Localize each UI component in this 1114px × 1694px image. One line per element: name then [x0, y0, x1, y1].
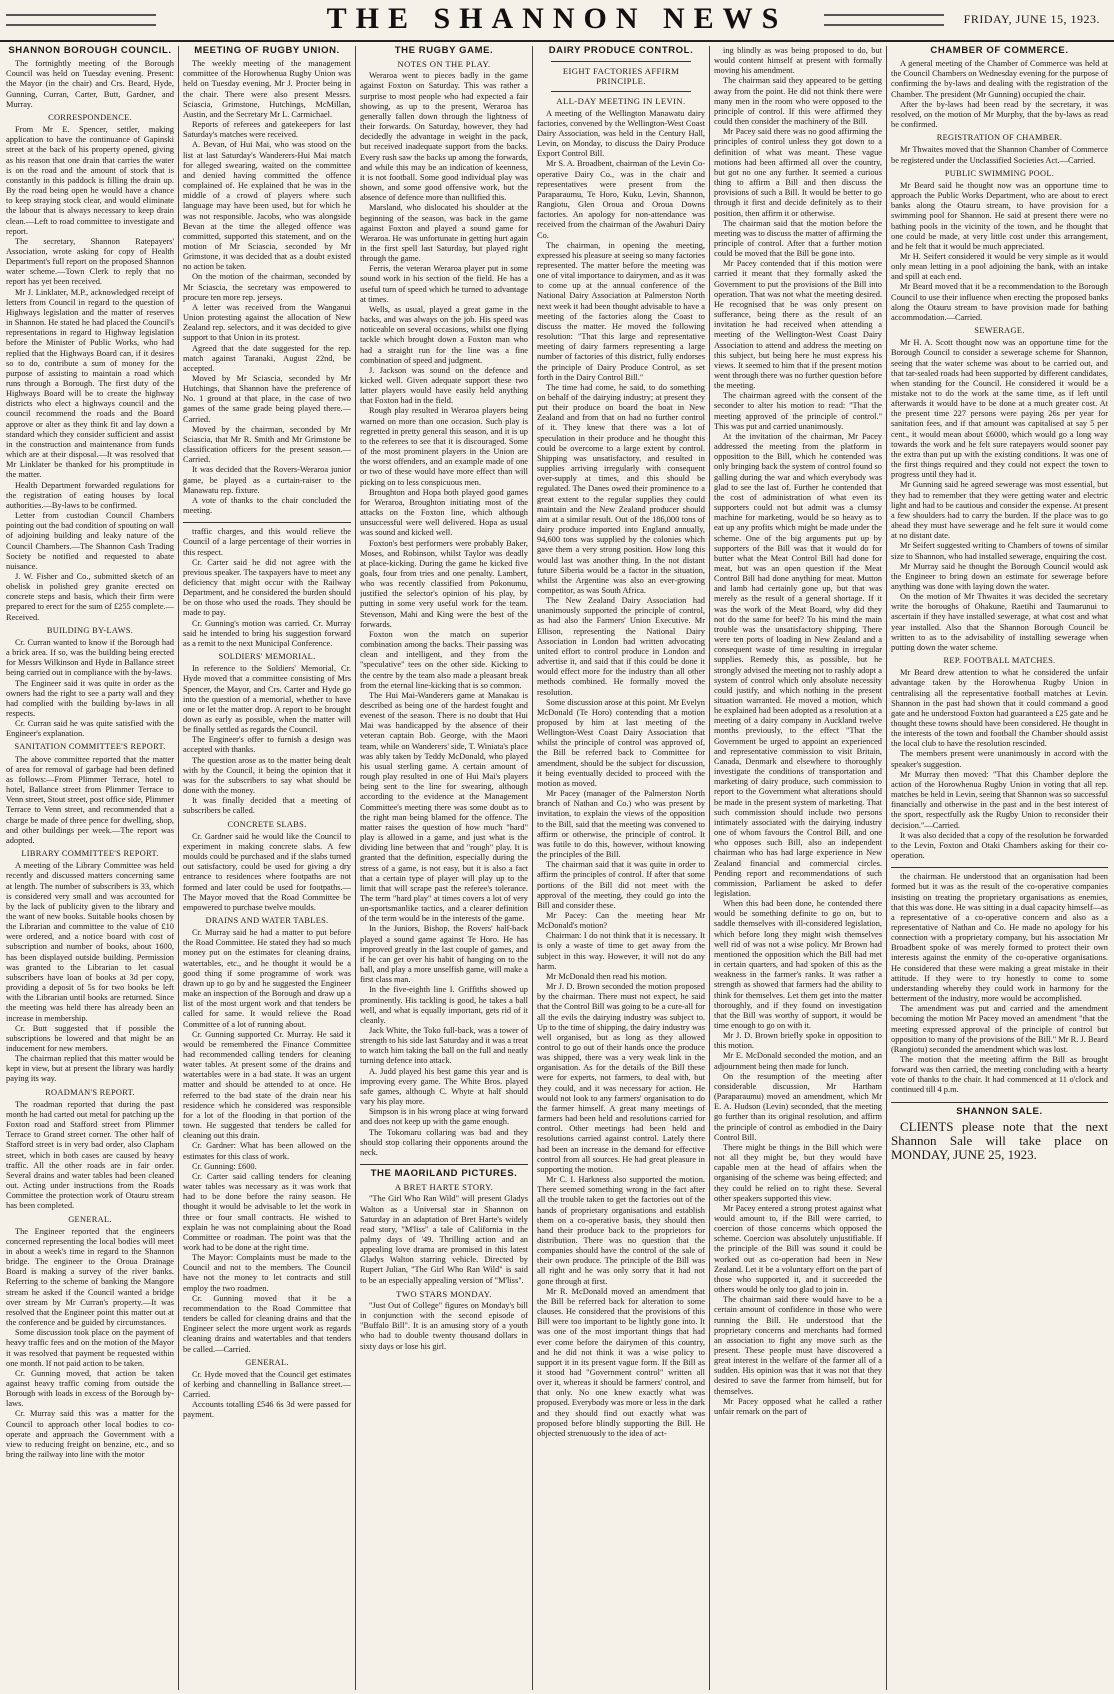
paragraph: J. W. Fisher and Co., submitted sketch of an obelisk in polished grey granite erected on concrete steps and basis, which their firm were prepared to erect for the sum of £255 complete.—Received.	[6, 571, 174, 622]
column-5	[714, 46, 882, 1690]
paragraph: The Mayor: Complaints must be made to the Council and not to the members. The Council have not the money to let contracts and still employ the two roadmen.	[183, 1253, 351, 1293]
paragraph: On the motion of the chairman, seconded by Mr Sciascia, the secretary was empowered to procure ten more rep. jerseys.	[183, 272, 351, 302]
subheading: A BRET HARTE STORY.	[394, 1182, 494, 1193]
article-separator	[891, 867, 1108, 868]
paragraph: It was decided that the Rovers-Weraroa junior game, be played as a curtain-raiser to the Manawatu rep. fixture.	[183, 465, 351, 495]
paragraph: In the Juniors, Bishop, the Rovers' half-back played a sound game against Te Horo. He has improved greatly in the last couple of games, and if he can get over his habit of hanging on to the ball, and play a more unselfish game, will make a first class man.	[360, 924, 528, 985]
paragraph: Marsland, who dislocated his shoulder at the beginning of the season, was back in the game against Foxton and played a sound game for Weraroa. He was unfortunate in getting hurt again in the first spell last Saturday, but played right through the game.	[360, 203, 528, 264]
paragraph: ing blindly as was being proposed to do, but would content himself at present with formally moving his amendment.	[714, 46, 882, 76]
paragraph: Foxton's best performers were probably Baker, Moses, and Robinson, whilst Taylor was deadly at place-kicking. During the game he kicked five goals, four from tries and one penalty. Lambert, who was recently classified from Pokonumu, justified the selector's opinion of his play, by putting in some very useful work for the team. Stevenson, Mahi and King were the best of the forwards.	[360, 538, 528, 629]
paragraph: The Engineer said it was quite in order as the owners had the right to see a party wall and they had complied with the building by-laws in all respects.	[6, 678, 174, 718]
article-heading-dairy-produce: DAIRY PRODUCE CONTROL.	[548, 46, 694, 56]
article-heading-borough-council: SHANNON BOROUGH COUNCIL.	[8, 46, 172, 56]
paragraph: It was also decided that a copy of the resolution be forwarded to the Levin, Foxton and Otaki Chambers asking for their co-operation.	[891, 830, 1108, 861]
paragraph: The chairman agreed with the consent of the seconder to alter his motion to read: "That the meeting approved of the principle of control." This was put and carried unanimously.	[714, 391, 882, 431]
subheading: CORRESPONDENCE.	[48, 112, 132, 122]
column-1	[6, 46, 174, 1690]
paragraph: Mr Pacey (manager of the Palmerston North branch of Nathan and Co.) who was present by invitation, to explain the views of the opposition to the Bill, said that the meeting was convened to affirm or otherwise, the principle of control. It was futile to do this, however, without knowing the principles of the Bill.	[537, 789, 705, 860]
paragraph: Mr Beard drew attention to what he considered the unfair advantage taken by the Horowhenua Rugby Union in centralising all the representative football matches at Levin. Shannon in the past had shown that it could command a good gate and he understood Foxton had guaranteed a £25 gate and he thought these towns should have been considered. He thought in the interests of the town and football the Chamber should assist the local club to have the resolution rescinded.	[891, 668, 1108, 749]
paragraph: In the five-eighth line I. Griffiths showed up prominently. His tackling is good, he takes a ball well, and what is equally important, gets rid of it cleanly.	[360, 985, 528, 1025]
paragraph: The roadman reported that during the past month he had carted out metal for patching up the Foxton road and Stafford street from Plimmer Terrace to Grand street corner. The other half of Stafford street is in very bad order, also Clapham street, which in both cases are caused by heavy traffic. All the other roads are in fair order. Several drains and water tables had been cleaned out. Acting under instructions from the Roads Committee the protection work of Otauru stream has been completed.	[6, 1099, 174, 1211]
paragraph: The time had come, he said, to do something on behalf of the dairying industry; at present they put their produce on board the boat in New Zealand and from that on had no further control of it. They knew that there was a lot of speculation in their produce and he thought this could be overcome to a large extent by control. Shipping was unsatisfactory, and resulted in supplies arriving irregularly with consequent over-supply at times, and this should be regulated. The Danes owed their prominence to a great extent to the regular supplies they could maintain and the New Zealand producer should aim at a similar result. Out of the 186,000 tons of dairy produce imported into England annually, 94,600 tons was supplied by the colonies which gave them a very strong position. How long this would last was another thing. In the not distant future Siberia would be a factor in the situation, whilst the Argentine was also an ever-growing competitor, as was South Africa.	[537, 382, 705, 595]
subheading: DRAINS AND WATER TABLES.	[205, 915, 329, 925]
paragraph: Cr. Gardner said he would like the Council to experiment in making concrete slabs. A few moulds could be purchased and if the slabs turned out satisfactory, could be used for giving a dry entrance to residences where footpaths are not formed and later could be used for footpaths.—The Mayor moved that the Road Committee be empowered to purchase twelve moulds.	[183, 831, 351, 912]
subheading: GENERAL.	[245, 1357, 289, 1367]
paragraph: Mr Pacey opposed what he called a rather unfair remark on the part of	[714, 1396, 882, 1416]
paragraph: Mr Beard moved that it be a recommendation to the Borough Council to use their influence when erecting the proposed banks along the Otauru stream to have provision made for bathing accommodation.—Carried.	[891, 282, 1108, 322]
paragraph: Weraroa went to pieces badly in the game against Foxton on Saturday. This was rather a surprise to most people who had expected a fair showing, as up to the present, Weraroa has generally fallen down through the lightness of their forwards. On Saturday, however, they had decidedly the advantage in weight in the pack, but received inadequate support from the backs. Every rush saw the backs up among the forwards, and while this may be an indication of keenness, it is not football. Some good individual play was shown, and some good offensive work, but the absence of defence more than nullified this.	[360, 71, 528, 203]
paragraph: Broughton and Hopa both played good games for Weraroa, Broughton initiating most of the attacks on the Foxton line, which although unsuccessful were well delivered. Hopa as usual was sound and kicked well.	[360, 487, 528, 538]
paragraph: Mr Beard said he thought now was an opportune time to approach the Public Works Department, who are about to erect banks along the Otauru stream, to have provision for a swimming pool for Shannon. He said at present there were no bathing pools in the vicinity of the town, and he thought that one could be made, at very little cost under this arrangement, and he felt that it would be much appreciated.	[891, 180, 1108, 251]
article-heading-rugby-game: THE RUGBY GAME.	[394, 46, 494, 56]
subheading: ALL-DAY MEETING IN LEVIN.	[556, 96, 686, 107]
paragraph: There might be things in the Bill which were not all they might be, but they would have capable men at the head of affairs when the organising of the scheme was being effected; and they could be relied on to right these. Several other speakers supported this view.	[714, 1142, 882, 1203]
paragraph: The chairman said there would have to be a certain amount of confidence in those who were running the Bill. He understood that the proprietary concerns and merchants had formed an association to fight any move such as the present. These people must have discovered a great interest in the welfare of the farmer all of a sudden. His opinion was that it was not that they desired to save the farmer from himself, but for themselves.	[714, 1295, 882, 1396]
paragraph: Cr. Hyde moved that the Council get estimates of kerbing and channelling in Ballance street.—Carried.	[183, 1369, 351, 1400]
paragraph: Some discussion arose at this point. Mr Evelyn McDonald (Te Horo) contending that a motion proposed by him at last meeting of the Wellington-West Coast Dairy Association that whilst the principle of control was approved of, the Bill be referred back to Committee for amendment, should be the subject for discussion, it being eventually decided to proceed with the motion as moved.	[537, 697, 705, 788]
paragraph: Mr Pacey: Can the meeting hear Mr McDonald's motion?	[537, 910, 705, 931]
subheading: LIBRARY COMMITTEE'S REPORT.	[21, 849, 159, 859]
paragraph: The weekly meeting of the management committee of the Horowhenua Rugby Union was held on Tuesday evening, Mr J. Procter being in the chair. There were also present Messrs. Sciascia, Grimstone, Hutchings, McMillan, Austin, and the Secretary Mr L. Carmichael.	[183, 59, 351, 119]
paragraph: "Just Out of College" figures on Monday's bill in conjunction with the second episode of "Buffalo Bill". It is an amusing story of a youth who had to double twenty thousand dollars in sixty days or lose his girl.	[360, 1300, 528, 1351]
paragraph: When this had been done, he contended there would be something definite to go on, but to saddle themselves with ill-considered legislation, which before long they might wish themselves well rid of was not a wise policy. Mr Brown had mentioned the opposition which the Bill had met in certain quarters, and had spoken of this as the weakness in the farmer's ranks. It was rather a strength as showed that farmers had the ability to think for themselves. Let them get into the matter thoroughly, and if they found on investigation that the Bill was worthy of support, it would be time enough to go on with it.	[714, 899, 882, 1030]
subheading: EIGHT FACTORIES AFFIRM PRINCIPLE.	[562, 66, 680, 87]
masthead	[0, 0, 1114, 42]
column-rule	[709, 46, 710, 1690]
paragraph: Mr Pacey said there was no good affirming the principles of control unless they got down to a definition of what was meant. These vague motions had been affirmed all over the country, but got no one any further. It seemed a curious thing to affirm a Bill and then discuss the provisions of such a Bill. It would be better to go through it first and decide definitely as to their position, then affirm it or otherwise.	[714, 127, 882, 218]
column-rule	[886, 46, 887, 1690]
paragraph: Cr. Gunning: £600.	[192, 1161, 257, 1171]
paragraph: Chairman: I do not think that it is necessary. It is only a waste of time to get away from the subject in this way. However, it will not do any harm.	[537, 931, 705, 971]
article-heading-chamber-of-commerce: CHAMBER OF COMMERCE.	[930, 46, 1069, 56]
paragraph: A meeting of the Library Committee was held recently and discussed matters concerning same at length. The number of subscribers is 33, which is considered very small and was accounted for by the lack of publicity given to the library and the want of new books. Suitable books chosen by the Librarian and committee to the value of £10 were ordered, and a notice board with cost of subscription and number of books, about 1600, has been displayed outside building. Permission was granted to the Librarian to let casual subscribers have loan of books at 3d per copy, providing a deposit of 5s for two books be left with the Librarian until books are returned. Since the meeting was held there has already been an increase in membership.	[6, 861, 174, 1023]
paragraph: Cr. Curran wanted to know if the Borough had a brick area. If so, was the building being erected for Messrs Wilkinson and Hyde in Ballance street being carried out in compliance with the by-laws.	[6, 637, 174, 678]
paragraph: Cr. Butt suggested that if possible the subscriptions be lowered and that might be an inducement for new members.	[6, 1023, 174, 1053]
paragraph: Mr J. D. Brown briefly spoke in opposition to this motion.	[714, 1031, 882, 1051]
paragraph: Cr. Gunning moved, that action be taken against heavy traffic coming from outside the Borough with loads in excess of the Borough by-laws.	[6, 1368, 174, 1409]
paragraph: Mr Pacey entered a strong protest against what would amount to, if the Bill were carried, to coercion of those concerns which opposed the scheme. Coercion was absolutely unjustifiable. If the principle of the Bill was sound it could be worked out as co-operation had been in New Zealand. Let it be a voluntary effort on the part of those who supported it, and it succeeded the others would be only too glad to join in.	[714, 1203, 882, 1295]
column-rule	[532, 46, 533, 1690]
article-heading-rugby-union: MEETING OF RUGBY UNION.	[194, 46, 340, 56]
subheading: TWO STARS MONDAY.	[396, 1288, 492, 1299]
subheading: SEWERAGE.	[974, 326, 1025, 336]
subheading: CONCRETE SLABS.	[227, 819, 307, 829]
subheading: SOLDIERS' MEMORIAL.	[218, 652, 316, 662]
paragraph: On the resumption of the meeting after considerable discussion, Mr Hartham (Paraparaumu) moved an amendment, which Mr E. A. Hudson (Levin) seconded, that the meeting go further than its original resolution, and affirm the principle of control as embodied in the Dairy Control Bill.	[714, 1071, 882, 1142]
paragraph: A meeting of the Wellington Manawatu dairy factories, convened by the Wellington-West Coast Dairy Association, was held in the Century Hall, Levin, on Monday, to discuss the Dairy Produce Export Control Bill.	[537, 108, 705, 159]
paragraph: Cr. Carter said calling tenders for cleaning water tables was necessary as it was work that had to be done before the rainy season. He thought it would be advisable to let the work in three or four small contracts. He wished to explain he was not complaining about the Road Committee or roadman. The point was that the work had to be done at the right time.	[183, 1171, 351, 1252]
paragraph: Mr Thwaites moved that the Shannon Chamber of Commerce be registered under the Unclassified Societies Act.—Carried.	[891, 145, 1108, 165]
paragraph: Ferris, the veteran Weraroa player put in some sound work in his section of the field. He has a useful turn of speed which he turned to advantage at times.	[360, 264, 528, 304]
paragraph: A. Judd played his best game this year and is improving every game. The White Bros. played safe games, although C. Whyte at half should vary his play more.	[360, 1066, 528, 1107]
paragraph: Moved by Mr Sciascia, seconded by Mr Hutchings, that Shannon have the preference of No. 1 ground at that place, in the case of two games of the same grade being played there.—Carried.	[183, 374, 351, 424]
paragraph: The members present were unanimously in accord with the speaker's suggestion.	[891, 749, 1108, 769]
newspaper-title: THE SHANNON NEWS	[326, 2, 788, 35]
paragraph: Wells, as usual, played a great game in the backs, and was always on the job. His speed was noticeable on several occasions, whilst one flying tackle which brought down a Foxton man who had a straight run for the line was a fine combination of speed and judgment.	[360, 304, 528, 365]
paragraph: Cr. Gunning's motion was carried. Cr. Murray said he intended to bring his suggestion forward as a remit to the next Municipal Conference.	[183, 618, 351, 648]
paragraph: In reference to the Soldiers' Memorial, Cr. Hyde moved that a committee consisting of Mrs Spencer, the Mayor, and Crs. Carter and Hyde go into the question of a memorial, whether to have one or let the matter drop. A report to be brought down as early as possible, when the matter will be finally settled as regards the Council.	[183, 664, 351, 735]
paragraph: On the motion of Mr Thwaites it was decided the secretary write the boroughs of Ohakune, Raetihi and Taumarunui to ascertain if they have installed sewerage, at what cost and what year installed. Also that the Shannon Borough Council be written to as to the advisability of installing sewerage when putting down the water scheme.	[891, 592, 1108, 652]
paragraph: The New Zealand Dairy Association had unanimously supported the principle of control, as had also the Farmers' Union Executive. Mr Ellison, representing the National Dairy Association in London had written advocating united effort to control produce in London and advertise it, and said that if this could be done it would effect more for the industry than all other methods combined. He formally moved the resolution.	[537, 596, 705, 697]
paragraph: The above committee reported that the matter of area for removal of garbage had been defined as follows:—From Plimmer Terrace, hotel to hotel, Ballance street from Plimmer Terrace to Venn street, Stout street, post office side, Plimmer Terrace to Venn street, and recommended that a charge be made of three pence for dwelling, shop, and other buildings per week.—The report was adopted.	[6, 754, 174, 845]
paragraph: It was finally decided that a meeting of subscribers be called.	[183, 796, 351, 816]
paragraph: Jack White, the Toko full-back, was a tower of strength to his side last Saturday and it was a treat to watch him taking the ball on the full and neatly turning defence into attack.	[360, 1026, 528, 1066]
paragraph: Health Department forwarded regulations for the registration of eating houses by local authorities.—By-laws to be confirmed.	[6, 480, 174, 510]
separator	[551, 61, 691, 62]
paragraph: Mr McDonald then read his motion.	[546, 971, 667, 981]
paragraph: "The Girl Who Ran Wild" will present Gladys Walton as a Universal star in Shannon on Saturday in an adaptation of Bret Harte's widely read story, "M'liss" a tale of California in the palmy days of '49. Thrilling action and an appealing love drama are promised in this latest Gladys Walton starring vehicle. Directed by Rupert Julian, "The Girl Who Ran Wild" is said to be an especially appealing version of "M'liss".	[360, 1194, 528, 1285]
issue-date: FRIDAY, JUNE 15, 1923.	[963, 12, 1100, 26]
subheading: SANITATION COMMITTEE'S REPORT.	[14, 742, 166, 752]
paragraph: The Engineer reported that the engineers concerned representing the local bodies will meet in about a week's time in regard to the Shannon bridge. The engineer to the Oroua Drainage Board is making a survey of the river banks. Referring to the scheme of banking the Mangore stream he asked if the Council wanted a bridge over stream by Mr Curran's property.—It was resolved that the Engineer point this matter out at the conference and be guided by circumstances.	[6, 1226, 174, 1328]
sale-notice: CLIENTS please note that the next Shannon Sale will take place on MONDAY, JUNE 25, 1923.	[891, 1118, 1108, 1162]
paragraph: The Tokomaru collaring was bad and they should stop collaring their opponents around the neck.	[360, 1127, 528, 1157]
paragraph: Mr Gunning said he agreed sewerage was most essential, but they had to remember that they were getting water and electric light and had to be cautious and consider the expense. At present a few shoulders had to carry the burden. If the place was to go ahead they must have sewerage and he felt sure it would come at no distant date.	[891, 480, 1108, 541]
paragraph: Mr H. Seifert considered it would be very simple as it would only mean letting in a pool adjoining the bank, with an intake and spill at each end.	[891, 251, 1108, 282]
paragraph: A. Bevan, of Hui Mai, who was stood on the list at last Saturday's Wanderers-Hui Mai match for alleged swearing, waited on the committee and denied having committed the offence complained of. He explained that he was in the middle of a crowd of players where such language may have been used, but for which he was not responsible. Jacobs, who was alongside Bevan at the time the alleged offence was committed, supported this statement, and on the motion of Mr Sciascia, seconded by Mr Grimstone, it was decided that as a doubt existed no action be taken.	[183, 140, 351, 272]
paragraph: Accounts totalling £546 6s 3d were passed for payment.	[183, 1400, 351, 1420]
paragraph: Mr E. McDonald seconded the motion, and an adjournment being then made for lunch.	[714, 1051, 882, 1071]
column-rule	[355, 46, 356, 1690]
paragraph: Cr. Murray said he had a matter to put before the Road Committee. He stated they had so much money put on the estimates for cleaning drains, watertables, etc., and he thought it would be a good thing if some programme of work was drawn up to go by and he suggested the Engineer make an inspection of the Borough and draw up a list of the most urgent work and that tenders be called for same. It would relieve the Road Committee of a lot of running about.	[183, 928, 351, 1029]
separator	[551, 91, 691, 92]
subheading: NOTES ON THE PLAY.	[397, 59, 491, 70]
paragraph: The chairman said that the motion before the meeting was to discuss the matter of affirming the principle of control. After that a further motion could be moved that the Bill be gone into.	[714, 218, 882, 259]
paragraph: Mr R. McDonald moved an amendment that the Bill be referred back for alteration to some clauses. He considered that the provisions of this Bill were too important to be lightly gone into. It was one of the most important things that had ever come before the dairymen of this country, and he did not think it was a wise policy to support it in its present vague form. If the Bill as it stood had "Government control" written all over it, whereas it should be farmers' control, and that only. No one knew exactly what was proposed. Everybody was more or less in the dark and they should find out exactly what was proposed before blindly supporting the Bill. He objected strenuously to the idea of act-	[537, 1286, 705, 1438]
paragraph: Cr. Gardner: What has been allowed on the estimates for this class of work.	[183, 1141, 351, 1161]
paragraph: Cr. Curran said he was quite satisfied with the Engineer's explanation.	[6, 719, 174, 739]
subheading: REGISTRATION OF CHAMBER.	[936, 133, 1063, 143]
paragraph: Mr Pacey contended that if this motion were carried it meant that they formally asked the Government to put the provisions of the Bill into operation. That was not what the meeting desired. He recognised that he was only present on sufferance, being there as the result of an invitation he had received when attending a meeting of the Wellington-West Coast Dairy Association to attend and address the meeting on this subject, but being here he must express his views. It seemed to him that if the present motion went through there was no further question before the meeting.	[714, 259, 882, 391]
subheading: REP. FOOTBALL MATCHES.	[943, 656, 1056, 666]
paragraph: Cr. Carter said he did not agree with the previous speaker. The taxpayers have to meet any deficiency that might occur with the Railway Department, and he considered the burden should be on those who used the roads. They should be made to pay.	[183, 557, 351, 618]
article-heading-maoriland-pictures: THE MAORILAND PICTURES.	[370, 1168, 518, 1180]
paragraph: Agreed that the date suggested for the rep. match against Taranaki, August 22nd, be accepted.	[183, 343, 351, 373]
paragraph: The chairman replied that this matter would be kept in view, but at present the library was hardly paying its way.	[6, 1054, 174, 1084]
paragraph: A vote of thanks to the chair concluded the meeting.	[183, 495, 351, 516]
subheading: GENERAL.	[68, 1214, 112, 1224]
paragraph: Rough play resulted in Weraroa players being warned on more than one occasion. Such play is regretted in pretty general this season, and it is up to the referees to see that it is discouraged. Some of the most prominent players in the Union are the worst offenders, and an example made of one or two of these would have more effect than will picking on to less conspicuous men.	[360, 406, 528, 487]
article-separator	[360, 1164, 528, 1165]
paragraph: The chairman said they appeared to be getting away from the point. He did not think there were many men in the room who were opposed to the principle of control. If this were affirmed they could then consider the machinery of the Bill.	[714, 76, 882, 127]
article-heading-shannon-sale: SHANNON SALE.	[956, 1105, 1043, 1117]
paragraph: Mr J. Linklater, M.P., acknowledged receipt of letters from Council in regard to the question of Highways legislation and the matter of reserves in Shannon. He stated he had placed the Council's representations in regard to Highway legislation before the Minister of Public Works, who had replied that the Highways Board can, if it desires so to do, contribute a sum of money for the purpose of assisting to maintain a road which runs through a Borough. The first duty of the Highways Board will be to create the highway districts who elect a highways council and the council recommend the roads and the Board approve or alter as they think fit and lay down a standard which they consider sufficient and assist in the construction and maintenance from funds which are at their disposal.—It was resolved that Mr Linklater be thanked for his promptitude in the matter.	[6, 287, 174, 480]
article-separator	[891, 1102, 1108, 1103]
paragraph: the chairman. He understood that an organisation had been formed but it was as the result of the co-operative companies insisting on treating the proprietary organisations as enemies, that this was done. He was sitting in a dual capacity himself—as a representative of a co-operative concern and also as a representative of Nathan and Co. He made no apology for his connection with a proprietary company, but his association Mr Broadbent spoke of was merely formed to protect their own interests against the enmity of the co-operative organisations. He considered that these were making a great mistake in their attitude. If they were to try honestly to come to some understanding whereby they could work in harmony for the betterment of the industry, more would be accomplished.	[891, 872, 1108, 1004]
paragraph: traffic charges, and this would relieve the Council of a large percentage of their worries in this respect.	[183, 527, 351, 557]
paragraph: Mr S. A. Broadbent, chairman of the Levin Co-operative Dairy Co., was in the chair and representatives were present from the Paraparaumu, Te Horo, Kuku, Levin, Shannon, Rangiotu, Glen Oroua and Oroua Downs factories. An apology for non-attendance was received from the chairman of the Awahuri Dairy Co.	[537, 159, 705, 240]
column-rule	[178, 46, 179, 1690]
paragraph: Mr H. A. Scott thought now was an opportune time for the Borough Council to consider a sewerage scheme for Shannon, seeing that the water scheme was about to be carried out, and that tar-sealed roads had been supported by different candidates, when standing for the Council. He considered it would be a mistake not to do the work at the same time, as if left until afterwards it would have to be done at a much greater cost. At the present time 227 persons were paying 26s per year for sanitation fees, and if that amount was capitalised at say 5 per cent., it would mean about £6000, which would go a long way towards the work and he felt sure ratepayers would sooner pay the extra than put up with the existing conditions. It was one of the first things required and they could not expect the town to progress until they had it.	[891, 338, 1108, 480]
paragraph: The amendment was put and carried and the amendment becoming the motion Mr Pacey moved an amendment "that the meeting expressed approval of the principle of control but opposition to many of the provisions of the Bill." Mr R. J. Beard (Rangiotu) seconded the amendment which was lost.	[891, 1004, 1108, 1054]
masthead-ornament-right	[824, 14, 944, 26]
subheading: BUILDING BY-LAWS.	[46, 625, 134, 635]
paragraph: Mr Seifert suggested writing to Chambers of towns of similar size to Shannon, who had installed sewerage, enquiring the cost.	[891, 541, 1108, 561]
column-2	[183, 46, 351, 1690]
paragraph: The motion that the meeting affirm the Bill as brought forward was then carried, the meeting concluding with a hearty vote of thanks to the chair. It had commenced at 11 o'clock and continued till 4 p.m.	[891, 1055, 1108, 1095]
paragraph: Cr. Gunning moved that it be a recommendation to the Road Committee that tenders be called for cleaning drains and that the Engineer select the more urgent work as regards cleaning drains and watertables and that tenders be called.—Carried.	[183, 1293, 351, 1354]
subheading: PUBLIC SWIMMING POOL.	[944, 168, 1055, 178]
paragraph: Reports of referees and gatekeepers for last Saturday's matches were received.	[183, 120, 351, 140]
paragraph: Mr Murray then moved: "That this Chamber deplore the action of the Horowhenua Rugby Union in voting that all rep. matches be held in Levin, seeing that Shannon was so successful financially and otherwise in the past and in the best interest of the sport, respectfully ask the Rugby Union to reconsider their decision."—Carried.	[891, 769, 1108, 830]
paragraph: Moved by the chairman, seconded by Mr Sciascia, that Mr R. Smith and Mr Grimstone be classification officers for the present season.—Carried.	[183, 424, 351, 465]
paragraph: The Engineer's offer to furnish a design was accepted with thanks.	[183, 735, 351, 755]
subheading: ROADMAN'S REPORT.	[45, 1087, 135, 1097]
paragraph: A general meeting of the Chamber of Commerce was held at the Council Chambers on Wednesday evening for the purpose of confirming the by-laws and dealing with the registration of the Chamber. The president (Mr Gunning) occupied the chair.	[891, 59, 1108, 99]
column-3	[360, 46, 528, 1690]
paragraph: Cr. Murray said this was a matter for the Council to approach other local bodies to co-operate and approach the Government with a view to reducing freight on benzine, etc., and so bring the railway into line with the motor	[6, 1409, 174, 1460]
paragraph: Cr. Gunning supported Cr. Murray. He said it would be remembered the Finance Committee had recommended calling tenders for cleaning water tables. At present some of the drains and watertables were in a bad state. It was an urgent matter and should be attended to at once. He referred to the bad state of the drain near his residence which he considered was responsible for a lot of the flooding in that portion of the town. He suggested that tenders be called for cleaning out this drain.	[183, 1029, 351, 1141]
paragraph: Letter from custodian Council Chambers pointing out the bad condition of spouting on wall of adjoining building and leaky nature of the Council Chambers.—The Shannon Cash Trading Society be notified and requested to abate nuisance.	[6, 511, 174, 571]
paragraph: Foxton won the match on superior combination among the backs. Their passing was clean and intelligent, and they from the "speculative" tees on the other side. Kicking to the centre by the team also made a pleasant break from the eternal line-kicking that is so common.	[360, 629, 528, 690]
paragraph: The chairman, in opening the meeting, expressed his pleasure at seeing so many factories represented. The matter before the meeting was one of vital importance to dairymen, and as it was to come up at the annual conference of the National Dairy Association at Palmerston North next week it had been thought advisable to have a meeting of the factories along the Coast to discuss the matter. He moved the following resolution: "That this large and representative meeting of dairy farmers representing a large number of factories of this district, fully endorses the principle of Dairy Produce Control, as set forth in the Dairy Control Bill."	[537, 240, 705, 382]
column-4	[537, 46, 705, 1690]
paragraph: Mr C. I. Harkness also supported the motion. There seemed something wrong in the fact after all the trouble taken to get the factories out of the hands of proprietary organisations and establish them on a co-operative basis, they should then hand their produce back to the proprietors for distribution. There was no question that the companies should have the control of the sale of their own produce. The principle of the Bill was all right and he was only sorry that it had not gone through at first.	[537, 1175, 705, 1286]
paragraph: At the invitation of the chairman, Mr Pacey addressed the meeting from the platform in opposition to the Bill, which he contended was only bringing back the system of control found so galling during the war and which everybody was glad to see the last of. Further he contended that the cost of administration of what even its supporters could not but admit was a clumsy machine for marketing, would be so heavy as to eat up any profits which might be made under the scheme. One of the big arguments put up by supporters of the Bill was that it would do for butter what the Meat Control Bill had done for meat, but was an open question if the Meat Control Bill had done anything for meat. Mutton and lamb had certainly gone up, but that was merely as the result of a general shortage. If it was the work of the Meat Board, why did they not do the same for beef? To his mind the main trouble was the unsatisfactory shipping. There were ten ports of loading in New Zealand and a consequent waste of time resulting in irregular supplies. Remedy this, as possible, but he strongly advised the meeting not to rashly adopt a system of control which only absolute necessity could justify, and which nothing in the present situation warranted. He moved a motion, which he explained had been adopted as a resolution at a meeting of a dairy company in Auckland twelve months previously, to the effect "That the Government be urged to appoint an experienced and representative commission to visit Britain, Canada, Denmark and elsewhere to thoroughly investigate the conditions of transportation and marketing of dairy produce, such commission to report to the Government what alterations should be made in the present system of marketing. That such commission should include two persons intimately associated with the dairying industry one of whom favours the Control Bill, and one who opposes such Bill, also an independent chairman who has had large experience in New Zealand financial and commercial circles. Pending report and recommendations of such commission, Parliament be asked to defer legislation.	[714, 431, 882, 898]
column-6	[891, 46, 1108, 1690]
paragraph: A letter was received from the Wanganui Union protesting against the allocation of New Zealand rep. selectors, and it was decided to give support to that Union in its protest.	[183, 302, 351, 343]
paragraph: Some discussion took place on the payment of heavy traffic fees and on the motion of the Mayor it was resolved that payment be requested within one month. If not paid action to be taken.	[6, 1328, 174, 1368]
article-separator	[183, 522, 351, 523]
paragraph: The secretary, Shannon Ratepayers' Association, wrote asking for copy of Health Department's full report on the proposed Shannon water scheme.—Town Clerk to reply that no report has yet been received.	[6, 236, 174, 287]
paragraph: The chairman said that it was quite in order to affirm the principles of control. If after that some portions of the Bill did not meet with the approval of the meeting, they could go into the Bill and consider these.	[537, 860, 705, 910]
paragraph: From Mr E. Spencer, settler, making application to have the continuance of Gapinski street at the back of his property opened, giving as his reason that one drain that carries the water is on the road and the amount of stock that is constantly in this paddock is filling the drain up. By the road being open he would have a chance to keep straying stock clear, and would eliminate the labour that is always necessary to keep drain clean.—Left to road committee to investigate and report.	[6, 125, 174, 236]
paragraph: The Hui Mai-Wanderers game at Manakau is described as being one of the hardest fought and evenest of the season. There is no doubt that Hui Mai was handicapped by the absence of their veteran captain Bob. George, with the Maori team, while on Wanderers' side, T. Winiata's place was ably taken by Teddy McDonald, who played his usual sterling game. A certain amount of rough play resulted in one of Hui Mai's players being sent to the line for swearing, although according to the evidence at the Management Committee's meeting there was some doubt as to the right man being blamed for the offence. The matter raises the question of how much "hard" play is allowed in a game, and just what is the dividing line between that and "rough" play. It is granted that the definition, especially during the stress of a game, is not easy, but it is also a fact that a certain type of player will play up to the limit that will scrape past the referee's tolerance. The term "hard play" at times covers a lot of very un-sportsmanlike tactics, and a clearer definition of the term would be in the interests of the game.	[360, 690, 528, 924]
paragraph: Mr Murray said he thought the Borough Council would ask the Engineer to bring down an estimate for sewerage before anything was done with laying down the water.	[891, 561, 1108, 591]
paragraph: Simpson is in his wrong place at wing forward and does not keep up with the game enough.	[360, 1107, 528, 1127]
paragraph: Mr J. D. Brown seconded the motion proposed by the chairman. There must not expect, he said that the Control Bill was going to be a cure-all for all the evils the dairying industry was subject to. Up to the time of shipping, the dairy industry was well organised, but as long as they allowed control to go out of their hands once the produce was shipped, there was a very weak link in the organisation. As for the details of the Bill these were for experts, not farmers, to deal with, but they could, and it was necessary for action. He would not look to any farmers' organisation to do the farmer himself. A great many meetings of farmers had been held and resolutions carried for control. Other meetings had been held and resolutions carried against control. Lately there had been an increase in the demand for effective control from all sources. He had great pleasure in supporting the motion.	[537, 982, 705, 1174]
paragraph: J. Jackson was sound on the defence and kicked well. Given adequate support these two latter players would have easily held anything that Foxton had in the field.	[360, 365, 528, 406]
paragraph: The question arose as to the matter being dealt with by the Council, it being the opinion that it was for the subscribers to say what should be done with the money.	[183, 755, 351, 796]
paragraph: The fortnightly meeting of the Borough Council was held on Tuesday evening. Present: the Mayor (in the chair) and Crs. Beard, Hyde, Gunning, Curran, Carter, Butt, Gardner, and Murray.	[6, 59, 174, 109]
paragraph: After the by-laws had been read by the secretary, it was resolved, on the motion of Mr Murphy, that the by-laws as read be confirmed.	[891, 99, 1108, 130]
